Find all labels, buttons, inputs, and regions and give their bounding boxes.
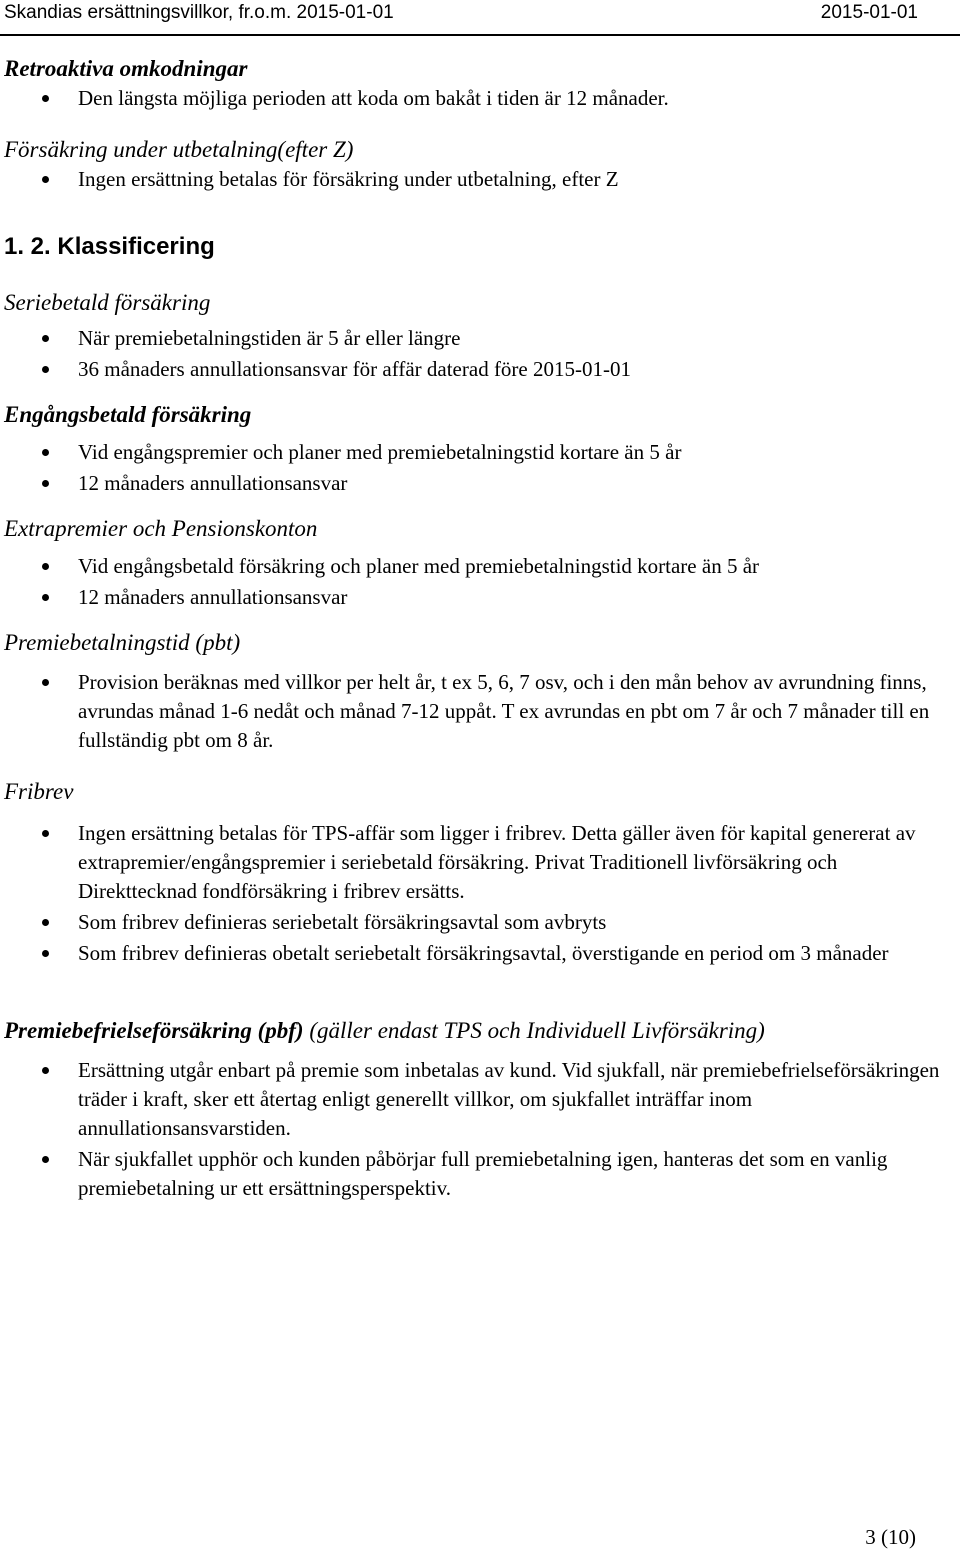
section-heading [4, 1016, 954, 1046]
bullet-icon [42, 176, 49, 183]
bullet-icon [42, 919, 49, 926]
section-pbf [4, 1016, 954, 1203]
section-heading-note: (gäller endast TPS och Individuell Livförsäkring) [303, 1018, 765, 1043]
list-item: När premiebetalningstiden är 5 år eller längre [4, 324, 954, 353]
section-heading: Retroaktiva omkodningar [4, 56, 248, 81]
bullet-icon [42, 830, 49, 837]
list-item: När sjukfallet upphör och kunden påbörjar full premiebetalning igen, hanteras det som en vanlig premiebetalning ur ett ersättningsperspektiv. [4, 1145, 954, 1203]
list-item: Ingen ersättning betalas för TPS-affär som ligger i fribrev. Detta gäller även för kapital genererat av extrapremier/engångspremier i seriebetald försäkring. Privat Traditionell livförsäkring och Direkttecknad fondförsäkring i fribrev ersätts. [4, 819, 954, 906]
section-heading: Engångsbetald försäkring [4, 402, 252, 427]
list-item: 36 månaders annullationsansvar för affär daterad före 2015-01-01 [4, 355, 954, 384]
list-item: Ingen ersättning betalas för försäkring under utbetalning, efter Z [4, 165, 954, 194]
bullet-icon [42, 95, 49, 102]
section-retro [4, 54, 954, 113]
list-item: Provision beräknas med villkor per helt år, t ex 5, 6, 7 osv, och i den mån behov av avrundning finns, avrundas månad 1-6 nedåt och månad 7-12 uppåt. T ex avrundas en pbt om 7 år och 7 månader till en fullständig pbt om 8 år. [4, 668, 954, 755]
page-number: 3 (10) [865, 1525, 916, 1549]
list-item: Vid engångsbetald försäkring och planer med premiebetalningstid kortare än 5 år [4, 552, 954, 581]
section-heading: Fribrev [4, 779, 74, 804]
bullet-icon [42, 679, 49, 686]
section-heading: Extrapremier och Pensionskonton [4, 516, 318, 541]
bullet-icon [42, 950, 49, 957]
page-header [0, 0, 960, 36]
section-serie [4, 288, 954, 384]
bullet-icon [42, 563, 49, 570]
header-title: Skandias ersättningsvillkor, fr.o.m. 2015-01-01 [4, 2, 394, 23]
list-item: Vid engångspremier och planer med premiebetalningstid kortare än 5 år [4, 438, 954, 467]
section-pbt [4, 628, 954, 755]
list-item: 12 månaders annullationsansvar [4, 469, 954, 498]
section-extra [4, 514, 954, 612]
section-fribrev [4, 777, 954, 968]
bullet-icon [42, 335, 49, 342]
bullet-icon [42, 366, 49, 373]
section-engang [4, 400, 954, 498]
bullet-icon [42, 1156, 49, 1163]
list-item: Som fribrev definieras seriebetalt försäkringsavtal som avbryts [4, 908, 954, 937]
bullet-icon [42, 449, 49, 456]
section-heading: Försäkring under utbetalning(efter Z) [4, 137, 354, 162]
bullet-icon [42, 594, 49, 601]
chapter-heading: 1. 2. Klassificering [4, 233, 215, 260]
header-date: 2015-01-01 [820, 2, 918, 23]
section-utbetalning [4, 135, 954, 194]
list-item: 12 månaders annullationsansvar [4, 583, 954, 612]
list-item: Som fribrev definieras obetalt seriebetalt försäkringsavtal, överstigande en period om 3 månader [4, 939, 954, 968]
bullet-icon [42, 1067, 49, 1074]
section-heading-bold: Premiebefrielseförsäkring (pbf) [4, 1018, 304, 1043]
list-item: Den längsta möjliga perioden att koda om bakåt i tiden är 12 månader. [4, 84, 954, 113]
bullet-icon [42, 480, 49, 487]
section-heading: Premiebetalningstid (pbt) [4, 630, 241, 655]
list-item: Ersättning utgår enbart på premie som inbetalas av kund. Vid sjukfall, när premiebefrielseförsäkringen träder i kraft, sker ett återtag enligt generellt villkor, om sjukfallet inträffar inom annullationsansvarstiden. [4, 1056, 954, 1143]
document-body [4, 54, 954, 1203]
section-heading: Seriebetald försäkring [4, 290, 211, 315]
